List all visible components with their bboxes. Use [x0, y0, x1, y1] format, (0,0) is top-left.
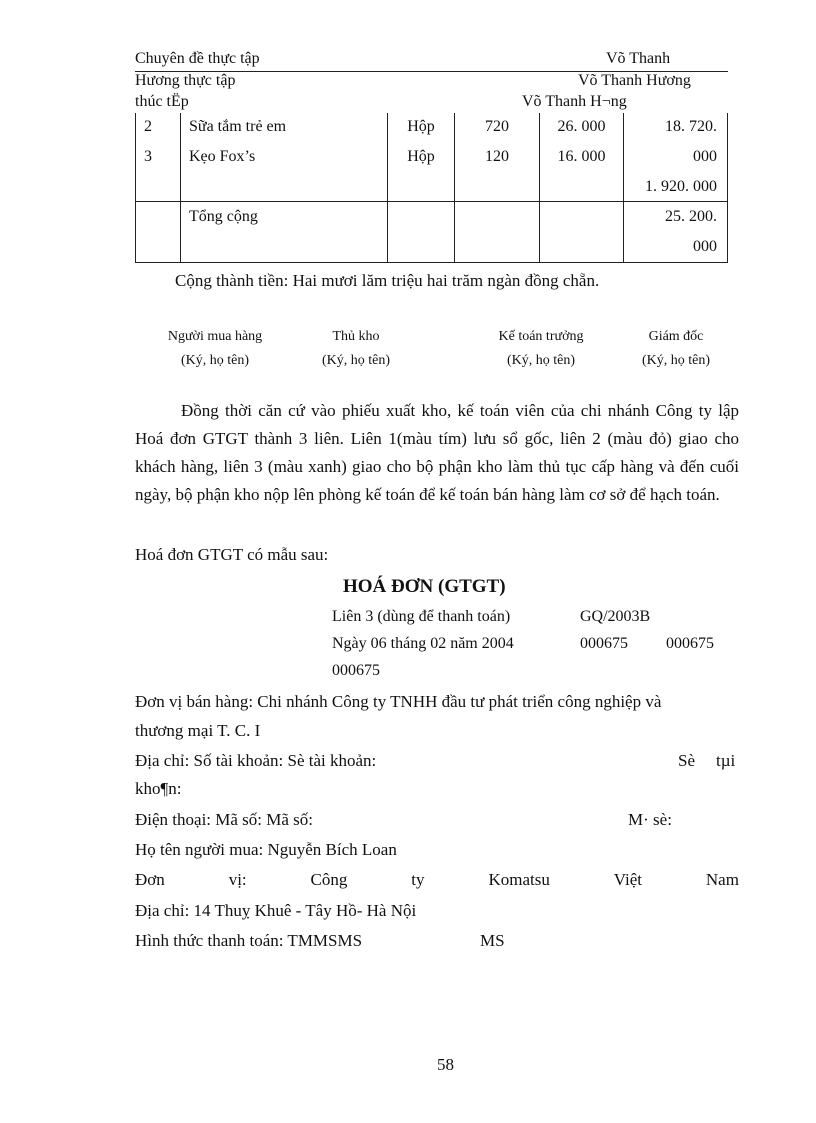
unit-word: Việt — [613, 870, 642, 889]
signature-note: (Ký, họ tên) — [506, 353, 576, 368]
unit-word: vị: — [228, 870, 247, 889]
row-amount-extra: 1. 920. 000 — [624, 173, 728, 202]
row-price: 26. 000 — [540, 113, 624, 143]
signature-note: (Ký, họ tên) — [180, 353, 250, 368]
seller-line-1: Đơn vị bán hàng: Chi nhánh Công ty TNHH đầu tư phát triển công nghiệp và — [135, 692, 662, 711]
total-label: Tổng cộng — [181, 202, 388, 263]
table-row — [136, 173, 728, 202]
signature-role: Thủ kho — [332, 329, 380, 344]
signature-role: Người mua hàng — [167, 329, 263, 344]
buyer-name: Họ tên người mua: Nguyễn Bích Loan — [135, 840, 397, 859]
header-right-3: Võ Thanh H¬ng — [522, 93, 627, 110]
total-amount-line1: 25. 200. — [665, 208, 717, 225]
signature-note: (Ký, họ tên) — [321, 353, 391, 368]
table-row — [136, 113, 728, 143]
unit-word: Đơn — [135, 870, 165, 889]
row-name: Sữa tắm trẻ em — [181, 113, 388, 143]
header-left-3: thúc tËp — [135, 93, 189, 110]
address-continuation: kho¶n: — [135, 779, 182, 798]
amount-in-words: Cộng thành tiền: Hai mươi lăm triệu hai trăm ngàn đồng chẵn. — [175, 271, 600, 290]
invoice-number-2: 000675 — [666, 635, 714, 652]
seller-line-2: thương mại T. C. I — [135, 721, 261, 740]
buyer-address: Địa chỉ: 14 Thuỵ Khuê - Tây Hồ- Hà Nội — [135, 901, 417, 920]
invoice-date: Ngày 06 tháng 02 năm 2004 — [332, 635, 514, 652]
invoice-number-1: 000675 — [580, 635, 628, 652]
invoice-copy: Liên 3 (dùng để thanh toán) — [332, 608, 511, 625]
row-unit: Hộp — [388, 143, 455, 173]
row-stt: 2 — [136, 113, 181, 143]
row-qty: 720 — [455, 113, 540, 143]
phone-line: Điện thoại: Mã số: Mã số: — [135, 810, 314, 829]
items-table — [135, 113, 728, 263]
signature-director — [626, 329, 726, 369]
address-right-1: Sè — [678, 751, 695, 770]
payment-code: MS — [480, 931, 505, 950]
table-row — [136, 143, 728, 173]
total-amount — [624, 202, 728, 263]
total-amount-line2: 000 — [693, 238, 717, 255]
buyer-unit-line — [135, 870, 739, 890]
invoice-form: GQ/2003B — [580, 608, 651, 625]
header-right-1: Võ Thanh — [606, 50, 671, 67]
row-qty: 120 — [455, 143, 540, 173]
row-amount: 18. 720. — [624, 113, 728, 143]
signature-note: (Ký, họ tên) — [641, 353, 711, 368]
signature-role: Kế toán trưởng — [498, 329, 584, 344]
row-price: 16. 000 — [540, 143, 624, 173]
header-right-2: Võ Thanh Hương — [578, 72, 691, 89]
unit-word: ty — [411, 870, 425, 889]
row-stt: 3 — [136, 143, 181, 173]
row-unit: Hộp — [388, 113, 455, 143]
signature-role: Giám đốc — [648, 329, 704, 344]
page-number: 58 — [437, 1055, 454, 1074]
address-line: Địa chỉ: Số tài khoản: Sè tài khoản: — [135, 751, 377, 770]
header-left-2: Hương thực tập — [135, 72, 236, 89]
invoice-title: HOÁ ĐƠN (GTGT) — [343, 576, 506, 597]
signature-chief-accountant — [476, 329, 606, 369]
row-amount: 000 — [624, 143, 728, 173]
total-row — [136, 202, 728, 263]
invoice-number-3: 000675 — [332, 662, 380, 679]
signature-storekeeper — [296, 329, 416, 369]
phone-right: M· sè: — [628, 810, 672, 829]
unit-word: Công — [310, 870, 348, 889]
unit-word: Komatsu — [488, 870, 550, 889]
invoice-intro: Hoá đơn GTGT có mẫu sau: — [135, 545, 329, 564]
payment-method: Hình thức thanh toán: TMMSMS — [135, 931, 363, 950]
address-right-2: tµi — [716, 751, 736, 770]
unit-word: Nam — [705, 870, 739, 889]
header-left-1: Chuyên đề thực tập — [135, 50, 260, 67]
body-paragraph: Đồng thời căn cứ vào phiếu xuất kho, kế toán viên của chi nhánh Công ty lập Hoá đơn GTGT thành 3 liên. Liên 1(màu tím) lưu sổ gốc, liên 2 (màu đỏ) giao cho khách hàng, liên 3 (màu xanh) giao cho bộ phận kho làm thủ tục cấp hàng và đến cuối ngày, bộ phận kho nộp lên phòng kế toán để kế toán bán hàng làm cơ sở để hạch toán. — [135, 401, 739, 504]
row-name: Kẹo Fox’s — [181, 143, 388, 173]
signature-buyer — [145, 329, 285, 369]
